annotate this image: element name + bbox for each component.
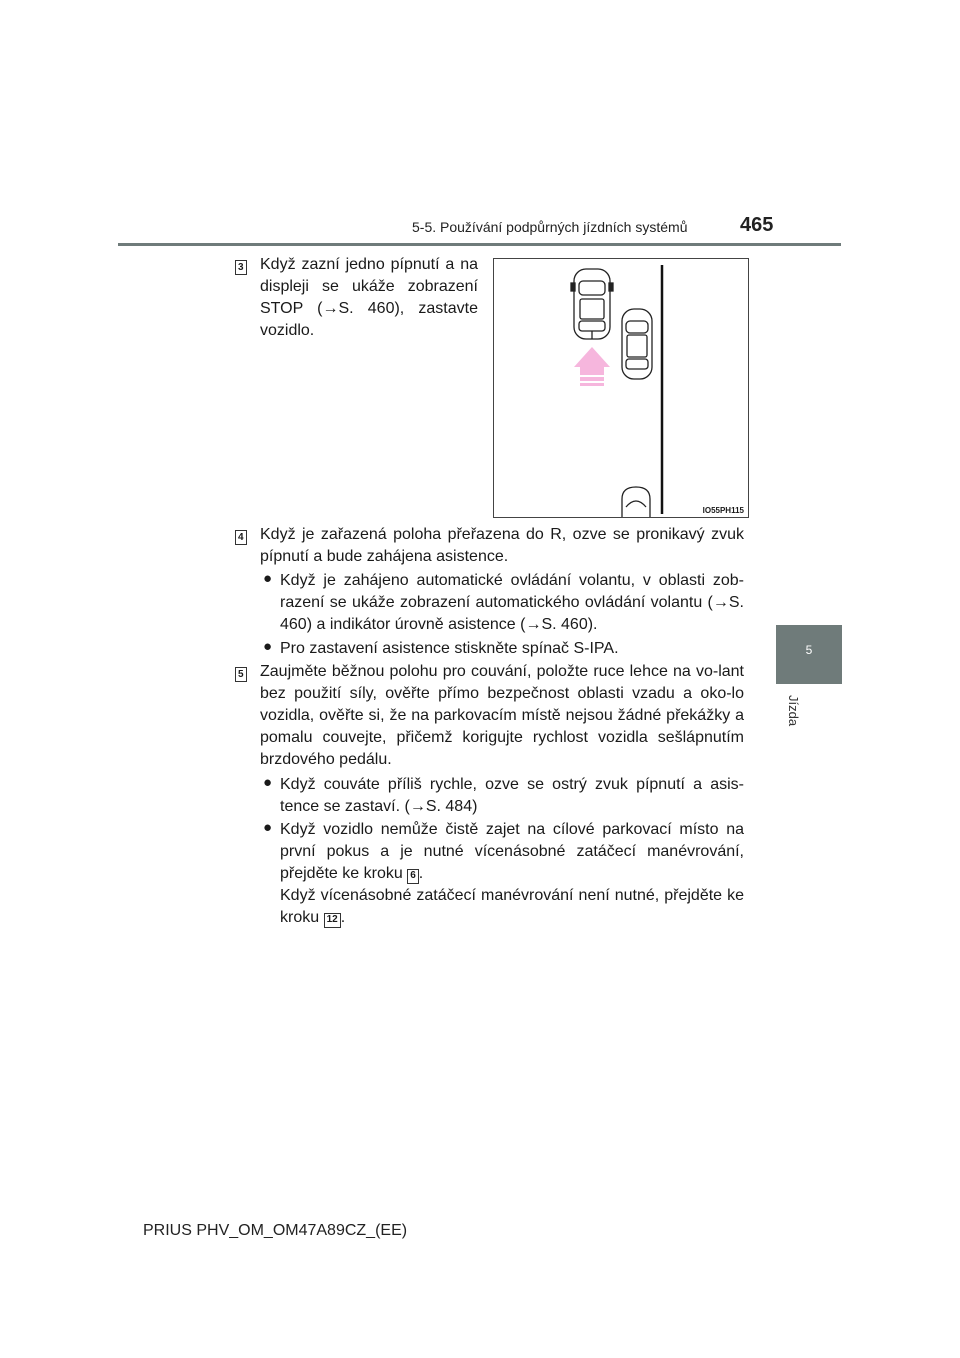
ego-car-icon [571, 269, 613, 339]
step-4-bullet-2: Pro zastavení asistence stiskněte spínač S-IPA. [280, 640, 619, 657]
step-5-bullet-2 [280, 819, 744, 929]
step-4-bullet-1: Když je zahájeno automatické ovládání volantu, v oblasti zob-razení se ukáže zobrazení automatického ovládání volantu (→S. 460) a indikátor úrovně asistence (→S. 460). [280, 572, 744, 633]
header-divider [118, 243, 841, 246]
parking-diagram [494, 259, 750, 519]
bullet-marker: ● [263, 774, 273, 791]
page-number: 465 [740, 214, 774, 236]
reverse-direction-arrow-icon [574, 347, 610, 386]
chapter-title [776, 695, 812, 765]
bullet-marker: ● [263, 570, 273, 587]
step-3-marker [235, 257, 247, 275]
parked-car-icon [622, 309, 652, 379]
figure-code: IO55PH115 [702, 506, 744, 515]
step-5-bullet-1: Když couváte příliš rychle, ozve se ostrý zvuk pípnutí a asis-tence se zastaví. (→S. 484) [280, 776, 744, 815]
step-reference: 6 [407, 869, 419, 884]
step-number: 4 [235, 530, 247, 545]
chapter-title-text: Jízda [786, 695, 801, 727]
step-4-marker [235, 527, 247, 545]
step-3-text: Když zazní jedno pípnutí a na displeji se ukáže zobrazení STOP (→S. 460), zastavte vozidlo. [260, 256, 478, 339]
punctuation: . [340, 909, 346, 926]
step-5-bullet-2-text: Když vozidlo nemůže čistě zajet na cílové parkovací místo na první pokus a je nutné vícenásobné zatáčecí manévrování, přejděte ke kroku [280, 821, 744, 882]
step-5-marker [235, 664, 247, 682]
oncoming-car-icon [622, 487, 650, 517]
punctuation: . [418, 865, 424, 882]
step-number: 3 [235, 260, 247, 275]
step-5-bullet-2-line2: Když vícenásobné zatáčecí manévrování není nutné, přejděte ke kroku [280, 887, 744, 926]
chapter-number: 5 [805, 643, 813, 657]
bullet-marker: ● [263, 819, 273, 836]
bullet-marker: ● [263, 638, 273, 655]
parking-illustration [493, 258, 749, 518]
step-4-text: Když je zařazená poloha přeřazena do R, ozve se pronikavý zvuk pípnutí a bude zahájena asistence. [260, 526, 744, 565]
section-title: 5-5. Používání podpůrných jízdních systémů [412, 219, 688, 235]
document-footer: PRIUS PHV_OM_OM47A89CZ_(EE) [143, 1222, 408, 1239]
step-5-text: Zaujměte běžnou polohu pro couvání, položte ruce lehce na vo-lant bez použití síly, ověřte přímo bezpečnost oblasti vzadu a oko-lo vozidla, ověřte si, že na parkovacím místě nejsou žádné překážky a pomalu couvejte, přičemž korigujte rychlost vozidla sešlápnutím brzdového pedálu. [260, 663, 744, 768]
step-number: 5 [235, 667, 247, 682]
step-reference: 12 [324, 913, 341, 928]
